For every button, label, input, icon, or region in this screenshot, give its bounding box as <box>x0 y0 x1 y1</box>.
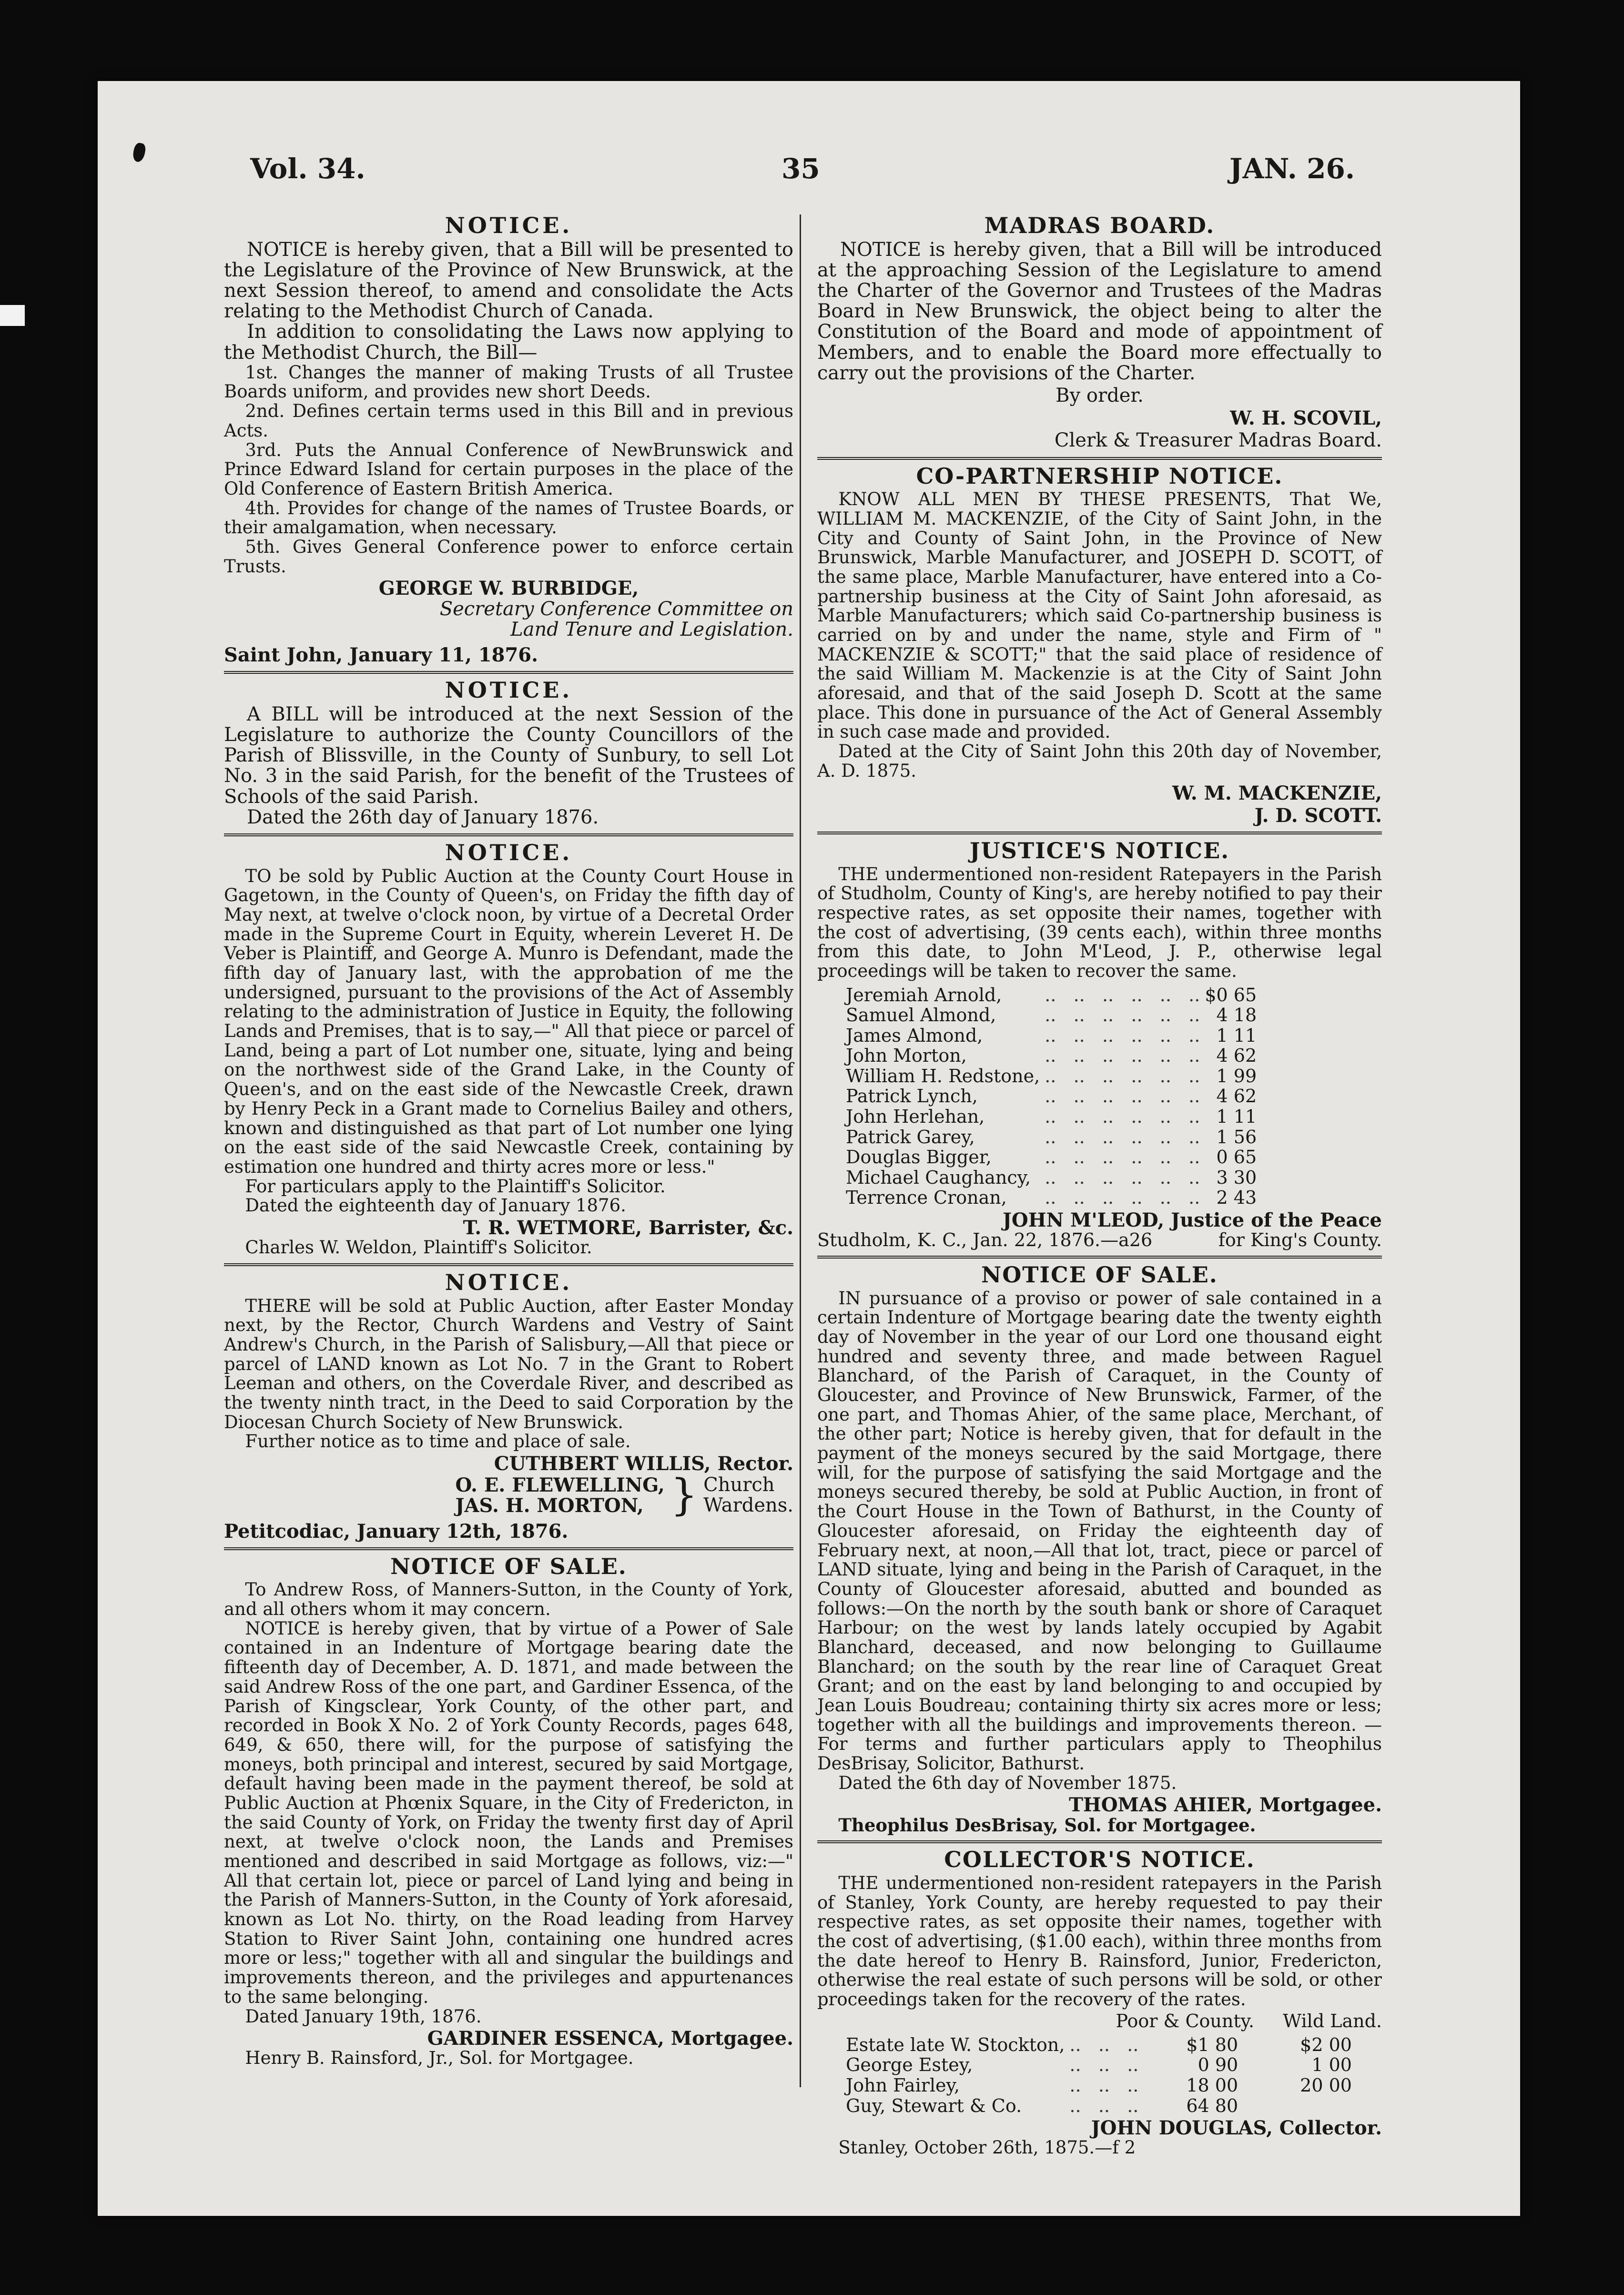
leader-dots: .. .. .. <box>1069 2074 1139 2096</box>
ratepayer-name: Estate late W. Stockton, <box>846 2034 1065 2055</box>
leader-dots: .. .. .. .. .. .. <box>1045 1106 1200 1127</box>
dateline: Dated the 6th day of November 1875. <box>838 1772 1177 1793</box>
dateline: Dated the 26th day of January 1876. <box>247 806 599 828</box>
rate-amount: $0 65 <box>1205 984 1257 1005</box>
notice-body: In addition to consolidating the Laws now applying to the Methodist Church, the Bill— <box>224 321 793 364</box>
table-row <box>846 985 1261 1005</box>
divider <box>817 1840 1382 1843</box>
leader-dots: .. .. .. .. .. .. <box>1045 1147 1200 1168</box>
rate-amount: 4 62 <box>1216 1086 1257 1107</box>
table-row <box>846 2096 1357 2116</box>
rate-amount: 3 30 <box>1216 1167 1257 1188</box>
column-header: Poor & County. <box>1116 2010 1255 2031</box>
rate-amount: 4 18 <box>1216 1005 1257 1026</box>
list-item: 5th. Gives General Conference power to enforce certain Trusts. <box>224 536 793 577</box>
wardens-label: Wardens. <box>703 1494 793 1517</box>
wild-land-amount: 1 00 <box>1311 2054 1352 2076</box>
signer-name: THOMAS AHIER, Mortgagee. <box>1069 1794 1382 1817</box>
ratepayer-name: John Herlehan, <box>846 1106 985 1127</box>
notice-title: NOTICE. <box>445 1269 573 1295</box>
notice-title: CO-PARTNERSHIP NOTICE. <box>916 463 1283 489</box>
notice-body: THERE will be sold at Public Auction, after Easter Monday next, by the Rector, Church Wardens and Vestry of Saint Andrew's Church, in the Parish of Salisbury,—All that piece or parcel of LAND known as Lot No. 7 in the Grant to Robert Leeman and others, on the Coverdale River, and described as the twenty ninth tract, in the Deed to said Corporation by the Diocesan Church Society of New Brunswick. <box>224 1295 793 1432</box>
rates-table-header <box>817 2011 1382 2031</box>
notice-title: JUSTICE'S NOTICE. <box>969 837 1230 863</box>
leader-dots: .. .. .. <box>1069 2054 1139 2076</box>
ratepayer-name: William H. Redstone, <box>846 1065 1040 1087</box>
signer-title: Clerk & Treasurer Madras Board. <box>1054 429 1382 452</box>
dateline: Stanley, October 26th, 1875.—f 2 <box>838 2137 1136 2158</box>
list-item: 2nd. Defines certain terms used in this Bill and in previous Acts. <box>224 401 793 441</box>
notice-title: NOTICE. <box>445 213 573 238</box>
rate-amount: 2 43 <box>1216 1187 1257 1208</box>
notice-title: NOTICE OF SALE. <box>981 1261 1218 1288</box>
divider <box>817 457 1382 460</box>
divider <box>817 1256 1382 1259</box>
leader-dots: .. .. .. <box>1069 2095 1139 2116</box>
notice-body: Further notice as to time and place of sale. <box>245 1431 631 1452</box>
table-row <box>846 2055 1357 2075</box>
ratepayer-name: James Almond, <box>846 1025 983 1046</box>
signer-name: GEORGE W. BURBIDGE, <box>378 577 639 600</box>
copartnership-notice <box>817 465 1382 826</box>
leader-dots: .. .. .. .. .. .. <box>1045 1167 1200 1188</box>
rate-amount: 4 62 <box>1216 1045 1257 1066</box>
table-row <box>846 1086 1261 1107</box>
rate-amount: 1 56 <box>1216 1126 1257 1148</box>
table-row <box>846 1005 1261 1026</box>
notice-body: TO be sold by Public Auction at the County Court House in Gagetown, in the County of Queen's, on Friday the fifth day of May next, at twelve o'clock noon, by virtue of a Decretal Order made in the Supreme Court in Equity, wherein Leveret H. De Veber is Plaintiff, and George A. Munro is Defendant, made the fifth day of January last, with the approbation of me the undersigned, pursuant to the provisions of the Act of Assembly relating to the administration of Justice in Equity, the following Lands and Premises, that is to say,—" All that piece or parcel of Land, being a part of Lot number one, situate, lying and being on the northwest side of the Grand Lake, in the County of Queen's, and on the east side of the Newcastle Creek, drawn by Henry Peck in a Grant made to Cornelius Bailey and others, known and distinguished as that part of Lot number one lying on the east side of the said Newcastle Creek, containing by estimation one hundred and thirty acres more or less." <box>224 865 793 1177</box>
notice-body: THE undermentioned non-resident ratepayers in the Parish of Stanley, York County, are hereby requested to pay their respective rates, as set opposite their names, together with the cost of advertising, ($1.00 each), within three months from the date hereof to Henry B. Rainsford, Junior, Fredericton, otherwise the real estate of such persons will be sold, or other proceedings taken for the recovery of the rates. <box>817 1873 1382 2010</box>
list-item: 1st. Changes the manner of making Trusts of all Trustee Boards uniform, and provides new short Deeds. <box>224 362 793 402</box>
signer-name: W. M. MACKENZIE, <box>1172 782 1382 804</box>
ratepayer-name: Patrick Garey, <box>846 1126 975 1148</box>
poor-county-amount: 18 00 <box>1186 2074 1238 2096</box>
issue-date: JAN. 26. <box>1229 152 1355 185</box>
by-order: By order. <box>1056 384 1144 406</box>
signer-name: JOHN M'LEOD, Justice of the Peace <box>1003 1208 1382 1231</box>
ross-sale-notice <box>224 1555 793 2068</box>
ratepayer-table <box>846 985 1261 1208</box>
notice-body: For particulars apply to the Plaintiff's Solicitor. <box>245 1176 666 1197</box>
rate-amount: 1 11 <box>1216 1025 1257 1046</box>
column-header: Wild Land. <box>1283 2010 1382 2031</box>
notice-body: IN pursuance of a proviso or power of sale contained in a certain Indenture of Mortgage bearing date the twenty eighth day of November in the year of our Lord one thousand eight hundred and seventy three, and made between Raguel Blanchard, of the Parish of Caraquet, in the County of Gloucester, and Province of New Brunswick, Farmer, of the one part, and Thomas Ahier, of the same place, Merchant, of the other part; Notice is hereby given, that for default in the payment of the moneys secured by the said Mortgage, there will, for the purpose of satisfying the said Mortgage and the moneys secured thereby, be sold at Public Auction, in front of the Court House in the Town of Bathurst, in the County of Gloucester aforesaid, on Friday the eighteenth day of February next, at noon,—All that lot, tract, piece or parcel of LAND situate, lying and being in the Parish of Caraquet, in the County of Gloucester aforesaid, abutted and bounded as follows:—On the north by the south bank or shore of Caraquet Harbour; on the west by lands lately occupied by Agabit Blanchard, deceased, and now belonging to Guillaume Blanchard; on the south by the rear line of Caraquet Great Grant; and on the east by land belonging to and occupied by Jean Louis Boudreau; containing thirty six acres more or less; together with all the buildings and improvements thereon. —For terms and further particulars apply to Theophilus DesBrisay, Solicitor, Bathurst. <box>817 1288 1382 1774</box>
solicitor: Charles W. Weldon, Plaintiff's Solicitor. <box>245 1237 592 1258</box>
leader-dots: .. .. .. .. .. .. <box>1045 1187 1200 1208</box>
notice-title: MADRAS BOARD. <box>984 213 1215 238</box>
ratepayer-name: John Fairley, <box>846 2074 960 2096</box>
leader-dots: .. .. .. .. .. .. <box>1045 984 1200 1005</box>
notice-body: NOTICE is hereby given, that a Bill will be introduced at the approaching Session of the Legislature to amend the Charter of the Governor and Trustees of the Madras Board in New Brunswick, the object being to alter the Constitution of the Board and mode of appointment of Members, and to enable the Board more effectually to carry out the provisions of the Charter. <box>817 238 1382 384</box>
leader-dots: .. .. .. .. .. .. <box>1045 1025 1200 1046</box>
ratepayer-name: Patrick Lynch, <box>846 1086 978 1107</box>
notice-title: NOTICE OF SALE. <box>390 1553 627 1579</box>
gagetown-notice <box>224 841 793 1258</box>
dateline: Studholm, K. C., Jan. 22, 1876.—a26 <box>817 1229 1153 1250</box>
signer-name: J. D. SCOTT. <box>1254 804 1382 827</box>
table-row <box>846 1066 1261 1087</box>
wild-land-amount <box>1243 2096 1357 2116</box>
methodist-notice <box>224 214 793 665</box>
notice-body: NOTICE is hereby given, that by virtue of a Power of Sale contained in an Indenture of Mortgage bearing date the fifteenth day of December, A. D. 1871, and made between the said Andrew Ross of the one part, and Gardiner Essenca, of the Parish of Kingsclear, York County, of the other part, and recorded in Book X No. 2 of York County Records, pages 648, 649, & 650, there will, for the purpose of satisfying the moneys, both principal and interest, secured by said Mortgage, default having been made in the payment thereof, be sold at Public Auction at Phœnix Square, in the City of Fredericton, in the said County of York, on Friday the twenty first day of April next, at twelve o'clock noon, the Lands and Premises mentioned and described in said Mortgage as follows, viz:—" All that certain lot, piece or parcel of Land lying and being in the Parish of Manners-Sutton, in the County of York aforesaid, known as Lot No. thirty, on the Road leading from Harvey Station to River Saint John, containing one hundred acres more or less;" together with all and singular the buildings and improvements thereon, and the privileges and appurtenances to the same belonging. <box>224 1618 793 2007</box>
brace-glyph: } <box>670 1470 698 1521</box>
dateline: Saint John, January 11, 1876. <box>224 643 538 666</box>
notice-title: COLLECTOR'S NOTICE. <box>944 1847 1255 1873</box>
collector-table <box>846 2035 1357 2116</box>
wardens-signatures <box>224 1470 793 1521</box>
table-row <box>846 1026 1261 1046</box>
left-column <box>224 212 793 2068</box>
notice-body: THE undermentioned non-resident Ratepayers in the Parish of Studholm, County of King's, are hereby notified to pay their respective rates, as set opposite their names, together with the cost of advertising, (39 cents each), within three months from this date, to John M'Leod, J. P., otherwise legal proceedings will be taken to recover the same. <box>817 863 1382 982</box>
solicitor: Theophilus DesBrisay, Sol. for Mortgagee. <box>838 1814 1256 1836</box>
ratepayer-name: Douglas Bigger, <box>846 1147 992 1168</box>
signer-name: W. H. SCOVIL, <box>1230 407 1382 430</box>
ratepayer-name: Jeremiah Arnold, <box>846 984 1002 1005</box>
leader-dots: .. .. .. .. .. .. <box>1045 1065 1200 1087</box>
dateline: Dated at the City of Saint John this 20th day of November, A. D. 1875. <box>817 741 1382 781</box>
madras-board-notice <box>817 214 1382 451</box>
table-row <box>846 1188 1261 1208</box>
divider <box>224 1263 793 1266</box>
signer-name: O. E. FLEWELLING, <box>455 1474 665 1497</box>
dateline-row <box>817 1230 1382 1250</box>
collector-notice <box>817 1848 1382 2158</box>
notice-body: KNOW ALL MEN BY THESE PRESENTS, That We, WILLIAM M. MACKENZIE, of the City of Saint John, in the City and County of Saint John, in the Province of New Brunswick, Marble Manufacturer, and JOSEPH D. SCOTT, of the same place, Marble Manufacturer, have entered into a Co-partnership business at the City of Saint John aforesaid, as Marble Manufacturers; which said Co-partnership business is carried on by and under the name, style and Firm of " MACKENZIE & SCOTT;" that the said place of residence of the said William M. Mackenzie is at the City of Saint John aforesaid, and that of the said Joseph D. Scott at the same place. This done in pursuance of the Act of General Assembly in such case made and provided. <box>817 489 1382 742</box>
ratepayer-name: George Estey, <box>846 2054 973 2076</box>
notice-address: To Andrew Ross, of Manners-Sutton, in the County of York, and all others whom it may concern. <box>224 1579 793 1620</box>
dateline: Petitcodiac, January 12th, 1876. <box>224 1520 568 1543</box>
poor-county-amount: 0 90 <box>1198 2054 1238 2076</box>
county-label: for King's County. <box>1218 1229 1382 1250</box>
signer-name: GARDINER ESSENCA, Mortgagee. <box>427 2027 793 2050</box>
wild-land-amount: $2 00 <box>1300 2034 1352 2055</box>
ratepayer-name: John Morton, <box>846 1045 967 1066</box>
signer-name: JOHN DOUGLAS, Collector. <box>1091 2117 1382 2140</box>
leader-dots: .. .. .. .. .. .. <box>1045 1005 1200 1026</box>
table-row <box>846 1107 1261 1127</box>
ratepayer-name: Samuel Almond, <box>846 1005 996 1026</box>
leader-dots: .. .. .. <box>1069 2034 1139 2055</box>
page-number: 35 <box>782 152 820 185</box>
dateline: Dated January 19th, 1876. <box>245 2006 482 2027</box>
list-item: 3rd. Puts the Annual Conference of NewBrunswick and Prince Edward Island for certain purposes in the place of the Old Conference of Eastern British America. <box>224 439 793 499</box>
rate-amount: 1 99 <box>1216 1065 1257 1087</box>
leader-dots: .. .. .. .. .. .. <box>1045 1086 1200 1107</box>
poor-county-amount: $1 80 <box>1186 2034 1238 2055</box>
blissville-notice <box>224 679 793 828</box>
notice-title: NOTICE. <box>445 677 573 703</box>
column-divider <box>800 214 801 2087</box>
notice-body: NOTICE is hereby given, that a Bill will be presented to the Legislature of the Province of New Brunswick, at the next Session thereof, to amend and consolidate the Acts relating to the Methodist Church of Canada. <box>224 238 793 323</box>
table-row <box>846 2035 1357 2055</box>
salisbury-notice <box>224 1271 793 1542</box>
wardens-label: Church <box>703 1474 775 1496</box>
divider <box>224 671 793 674</box>
scanner-edge-mark <box>0 305 25 326</box>
right-column <box>817 212 1382 2158</box>
signer-name: JAS. H. MORTON, <box>455 1494 644 1517</box>
signer-name: CUTHBERT WILLIS, Rector. <box>494 1452 793 1475</box>
divider <box>817 832 1382 834</box>
table-row <box>846 2075 1357 2096</box>
signer-title: Land Tenure and Legislation. <box>510 618 793 640</box>
solicitor: Henry B. Rainsford, Jr., Sol. for Mortgagee. <box>245 2048 634 2069</box>
list-item: 4th. Provides for change of the names of Trustee Boards, or their amalgamation, when necessary. <box>224 498 793 538</box>
dateline: Dated the eighteenth day of January 1876. <box>245 1195 626 1216</box>
table-row <box>846 1127 1261 1148</box>
ratepayer-name: Michael Caughancy, <box>846 1167 1031 1188</box>
wild-land-amount: 20 00 <box>1300 2074 1352 2096</box>
poor-county-amount: 64 80 <box>1186 2095 1238 2116</box>
notice-title: NOTICE. <box>445 839 573 865</box>
divider <box>224 1547 793 1550</box>
blanchard-sale-notice <box>817 1263 1382 1835</box>
ratepayer-name: Guy, Stewart & Co. <box>846 2095 1022 2116</box>
table-row <box>846 1168 1261 1188</box>
ratepayer-name: Terrence Cronan, <box>846 1187 1007 1208</box>
leader-dots: .. .. .. .. .. .. <box>1045 1045 1200 1066</box>
volume-label: Vol. 34. <box>250 152 365 185</box>
justice-notice <box>817 839 1382 1250</box>
leader-dots: .. .. .. .. .. .. <box>1045 1126 1200 1148</box>
rate-amount: 0 65 <box>1216 1147 1257 1168</box>
divider <box>224 833 793 836</box>
notice-body: A BILL will be introduced at the next Session of the Legislature to authorize the County Councillors of the Parish of Blissville, in the County of Sunbury, to sell Lot No. 3 in the said Parish, for the benefit of the Trustees of Schools of the said Parish. <box>224 703 793 808</box>
signer-name: T. R. WETMORE, Barrister, &c. <box>463 1216 793 1239</box>
signer-title: Secretary Conference Committee on <box>439 598 793 620</box>
rate-amount: 1 11 <box>1216 1106 1257 1127</box>
table-row <box>846 1147 1261 1168</box>
table-row <box>846 1046 1261 1066</box>
